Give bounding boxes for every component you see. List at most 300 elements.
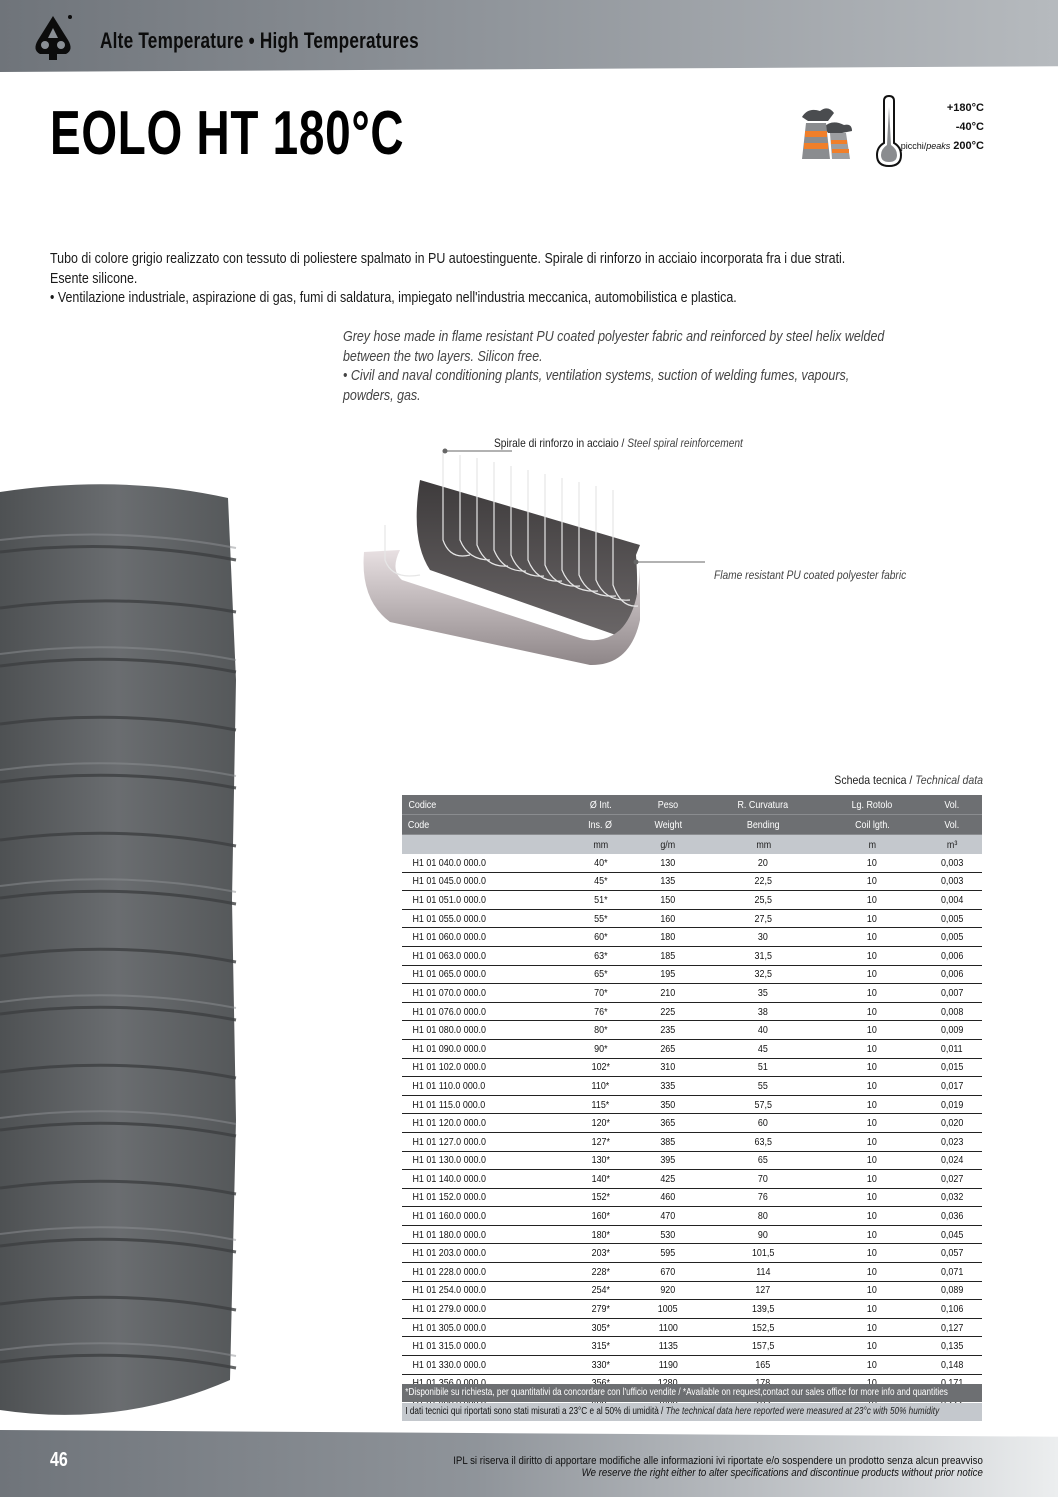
temp-max: +180°C bbox=[946, 102, 984, 114]
cell-text: H1 01 090.0 000.0 bbox=[412, 1042, 486, 1055]
table-cell bbox=[921, 1002, 982, 1021]
cell-text: H1 01 080.0 000.0 bbox=[412, 1024, 486, 1037]
table-cell bbox=[569, 1170, 633, 1189]
table-row bbox=[402, 946, 982, 965]
table-cell bbox=[704, 1114, 823, 1133]
table-cell bbox=[569, 1263, 633, 1282]
cell-text: 0,024 bbox=[940, 1154, 963, 1167]
table-cell bbox=[402, 854, 569, 872]
cell-text: 0,089 bbox=[940, 1284, 963, 1297]
table-cell bbox=[704, 1151, 823, 1170]
table-cell bbox=[823, 1132, 922, 1151]
table-cell bbox=[704, 1225, 823, 1244]
cell-text: 25,5 bbox=[754, 893, 772, 906]
cell-text: mm bbox=[592, 838, 608, 851]
table-cell bbox=[569, 965, 633, 984]
table-cell bbox=[704, 1039, 823, 1058]
cell-text: 22,5 bbox=[754, 875, 772, 888]
cell-text: 63,5 bbox=[754, 1135, 772, 1148]
cell-text: H1 01 120.0 000.0 bbox=[412, 1117, 486, 1130]
temp-min: -40°C bbox=[955, 121, 984, 133]
table-header-it bbox=[402, 795, 982, 815]
table-row bbox=[402, 854, 982, 872]
table-cell bbox=[569, 1002, 633, 1021]
cell-text: 127 bbox=[755, 1284, 771, 1297]
cell-text: 63* bbox=[593, 949, 608, 962]
spiral-label-it: Spirale di rinforzo in acciaio / bbox=[494, 436, 628, 450]
table-cell bbox=[402, 1207, 569, 1226]
table-cell bbox=[704, 984, 823, 1003]
cell-text: 40* bbox=[593, 856, 608, 869]
cell-text: H1 01 051.0 000.0 bbox=[412, 893, 486, 906]
table-cell bbox=[402, 1188, 569, 1207]
table-cell bbox=[921, 1095, 982, 1114]
cell-text: 0,006 bbox=[940, 949, 963, 962]
cell-text: 45* bbox=[593, 875, 608, 888]
table-cell bbox=[704, 965, 823, 984]
table-cell bbox=[569, 1356, 633, 1375]
table-cell bbox=[921, 909, 982, 928]
table-cell bbox=[569, 835, 633, 855]
table-cell bbox=[823, 909, 922, 928]
table-cell bbox=[632, 1356, 703, 1375]
table-cell bbox=[823, 1300, 922, 1319]
cell-text: 27,5 bbox=[754, 912, 772, 925]
table-cell bbox=[823, 1002, 922, 1021]
cell-text: 127* bbox=[591, 1135, 610, 1148]
temp-peaks bbox=[901, 137, 984, 156]
cell-text: H1 01 070.0 000.0 bbox=[412, 986, 486, 999]
table-cell bbox=[402, 1225, 569, 1244]
cell-text: Peso bbox=[657, 798, 679, 811]
table-cell bbox=[632, 1337, 703, 1356]
table-cell bbox=[921, 928, 982, 947]
cell-text: 1100 bbox=[658, 1321, 678, 1334]
cell-text: 10 bbox=[867, 1135, 878, 1148]
table-cell bbox=[632, 795, 703, 815]
table-cell bbox=[402, 965, 569, 984]
disclaimer bbox=[381, 1455, 983, 1479]
cell-text: 335 bbox=[660, 1079, 676, 1092]
description-it-line: • Ventilazione industriale, aspirazione di gas, fumi di saldatura, impiegato nell'industria meccanica, automobilistica e plastica. bbox=[50, 290, 737, 306]
table-row bbox=[402, 1170, 982, 1189]
table-cell bbox=[704, 1058, 823, 1077]
cell-text: 330* bbox=[591, 1358, 610, 1371]
hose-product-photo bbox=[0, 480, 240, 1440]
table-cell bbox=[569, 1039, 633, 1058]
cell-text: 0,023 bbox=[940, 1135, 963, 1148]
table-cell bbox=[704, 1281, 823, 1300]
cell-text: 0,003 bbox=[940, 856, 963, 869]
table-cell bbox=[632, 928, 703, 947]
table-row bbox=[402, 1132, 982, 1151]
table-cell bbox=[823, 1021, 922, 1040]
cell-text: 51 bbox=[758, 1061, 769, 1074]
cell-text: 40 bbox=[758, 1024, 769, 1037]
table-cell bbox=[704, 946, 823, 965]
cell-text: 10 bbox=[867, 1321, 878, 1334]
peaks-value: 200°C bbox=[953, 140, 984, 152]
table-cell bbox=[402, 1039, 569, 1058]
table-cell bbox=[569, 1095, 633, 1114]
table-row bbox=[402, 1077, 982, 1096]
table-cell bbox=[402, 1356, 569, 1375]
cell-text: 279* bbox=[591, 1303, 610, 1316]
table-cell bbox=[569, 1318, 633, 1337]
cell-text: 10 bbox=[867, 1358, 878, 1371]
table-cell bbox=[823, 1337, 922, 1356]
table-cell bbox=[921, 1263, 982, 1282]
table-cell bbox=[632, 1151, 703, 1170]
cell-text: 10 bbox=[867, 893, 878, 906]
table-cell bbox=[569, 1058, 633, 1077]
cell-text: 60* bbox=[593, 931, 608, 944]
measurement-note bbox=[402, 1403, 982, 1421]
table-cell bbox=[704, 1263, 823, 1282]
table-cell bbox=[704, 795, 823, 815]
cell-text: 10 bbox=[867, 949, 878, 962]
table-row bbox=[402, 872, 982, 891]
cell-text: mm bbox=[755, 838, 771, 851]
cell-text: 0,032 bbox=[940, 1191, 963, 1204]
cell-text: 110* bbox=[591, 1079, 610, 1092]
table-cell bbox=[632, 965, 703, 984]
measurement-note-en: The technical data here reported were measured at 23°c with 50% humidity bbox=[665, 1406, 940, 1417]
cell-text: H1 01 152.0 000.0 bbox=[412, 1191, 486, 1204]
cell-text: 51* bbox=[593, 893, 608, 906]
table-row bbox=[402, 1002, 982, 1021]
table-cell bbox=[569, 1225, 633, 1244]
table-cell bbox=[704, 1170, 823, 1189]
cell-text: 315* bbox=[591, 1340, 610, 1353]
cell-text: 1190 bbox=[658, 1358, 678, 1371]
table-cell bbox=[921, 1114, 982, 1133]
cell-text: 10 bbox=[867, 968, 878, 981]
table-cell bbox=[704, 815, 823, 835]
peaks-label-en: peaks bbox=[926, 141, 951, 151]
cell-text: 76 bbox=[758, 1191, 769, 1204]
cell-text: 0,135 bbox=[940, 1340, 963, 1353]
cell-text: 180 bbox=[660, 931, 676, 944]
table-cell bbox=[704, 1132, 823, 1151]
cell-text: 65* bbox=[593, 968, 608, 981]
table-cell bbox=[402, 1095, 569, 1114]
cell-text: 0,015 bbox=[940, 1061, 963, 1074]
cell-text: 0,036 bbox=[940, 1210, 963, 1223]
table-cell bbox=[402, 1170, 569, 1189]
cell-text: 101,5 bbox=[752, 1247, 775, 1260]
cell-text: 120* bbox=[591, 1117, 610, 1130]
cell-text: 80* bbox=[593, 1024, 608, 1037]
table-cell bbox=[704, 1207, 823, 1226]
table-cell bbox=[569, 984, 633, 1003]
table-header-en bbox=[402, 815, 982, 835]
cell-text: g/m bbox=[660, 838, 676, 851]
table-cell bbox=[921, 1318, 982, 1337]
cell-text: 10 bbox=[867, 1340, 878, 1353]
cell-text: 55* bbox=[593, 912, 608, 925]
cell-text: H1 01 315.0 000.0 bbox=[412, 1340, 486, 1353]
table-cell bbox=[921, 1225, 982, 1244]
cell-text: 150 bbox=[660, 893, 676, 906]
cell-text: 45 bbox=[758, 1042, 769, 1055]
table-cell bbox=[569, 815, 633, 835]
disclaimer-it: IPL si riserva il diritto di apportare modifiche alle informazioni ivi riportate e/o sospendere un prodotto senza alcun preavviso bbox=[453, 1455, 983, 1467]
cell-text: 395 bbox=[660, 1154, 676, 1167]
table-row bbox=[402, 1225, 982, 1244]
cell-text: 530 bbox=[660, 1228, 676, 1241]
table-cell bbox=[632, 854, 703, 872]
cell-text: 10 bbox=[867, 1061, 878, 1074]
cell-text: 130* bbox=[591, 1154, 610, 1167]
table-cell bbox=[823, 1039, 922, 1058]
table-row bbox=[402, 909, 982, 928]
table-cell bbox=[402, 1021, 569, 1040]
table-cell bbox=[402, 1151, 569, 1170]
table-cell bbox=[704, 854, 823, 872]
table-row bbox=[402, 928, 982, 947]
cell-text: 305* bbox=[591, 1321, 610, 1334]
table-cell bbox=[921, 1132, 982, 1151]
table-cell bbox=[704, 872, 823, 891]
cell-text: Vol. bbox=[944, 818, 960, 831]
cell-text: H1 01 330.0 000.0 bbox=[412, 1358, 486, 1371]
table-cell bbox=[823, 795, 922, 815]
table-cell bbox=[632, 1077, 703, 1096]
table-cell bbox=[704, 891, 823, 910]
temperature-panel bbox=[790, 95, 990, 170]
table-cell bbox=[632, 984, 703, 1003]
caption-en: Technical data bbox=[915, 773, 983, 787]
table-cell bbox=[823, 1114, 922, 1133]
cell-text: 31,5 bbox=[754, 949, 772, 962]
table-cell bbox=[569, 1207, 633, 1226]
table-cell bbox=[632, 909, 703, 928]
peaks-label-it: picchi/ bbox=[900, 141, 927, 151]
cell-text: 10 bbox=[867, 1284, 878, 1297]
table-cell bbox=[823, 1281, 922, 1300]
table-cell bbox=[921, 1356, 982, 1375]
cell-text: 140* bbox=[591, 1172, 610, 1185]
table-cell bbox=[632, 1244, 703, 1263]
cell-text: 65 bbox=[758, 1154, 769, 1167]
cell-text: Weight bbox=[654, 818, 682, 831]
cell-text: 350 bbox=[660, 1098, 676, 1111]
cell-text: 165 bbox=[755, 1358, 771, 1371]
cell-text: 135 bbox=[660, 875, 676, 888]
table-cell bbox=[823, 872, 922, 891]
table-cell bbox=[823, 965, 922, 984]
table-cell bbox=[823, 1225, 922, 1244]
table-cell bbox=[921, 872, 982, 891]
table-cell bbox=[402, 835, 569, 855]
table-cell bbox=[921, 1039, 982, 1058]
availability-note-text: *Disponibile su richiesta, per quantitativi da concordare con l'ufficio vendite / *Available on request,contact our sales office for more info and quantities bbox=[405, 1387, 948, 1398]
table-cell bbox=[632, 815, 703, 835]
table-cell bbox=[402, 1244, 569, 1263]
cell-text: 10 bbox=[867, 1210, 878, 1223]
cell-text: 0,006 bbox=[940, 968, 963, 981]
table-cell bbox=[402, 909, 569, 928]
cell-text: 10 bbox=[867, 1265, 878, 1278]
cell-text: 10 bbox=[867, 912, 878, 925]
temperature-values bbox=[901, 99, 984, 156]
cell-text: 10 bbox=[867, 1005, 878, 1018]
table-cell bbox=[921, 984, 982, 1003]
cell-text: 0,011 bbox=[940, 1042, 963, 1055]
cell-text: 0,017 bbox=[940, 1079, 963, 1092]
description-en-line: • Civil and naval conditioning plants, ventilation systems, suction of welding fumes, vapours, bbox=[343, 368, 850, 384]
table-cell bbox=[569, 872, 633, 891]
table-cell bbox=[921, 1077, 982, 1096]
cell-text: 114 bbox=[756, 1265, 771, 1278]
cell-text: Bending bbox=[746, 818, 780, 831]
cell-text: H1 01 115.0 000.0 bbox=[412, 1098, 486, 1111]
table-cell bbox=[569, 1244, 633, 1263]
cell-text: 10 bbox=[867, 1024, 878, 1037]
table-row bbox=[402, 1188, 982, 1207]
table-cell bbox=[921, 1244, 982, 1263]
disclaimer-en: We reserve the right either to alter specifications and discontinue products without prior notice bbox=[581, 1467, 983, 1479]
ipl-logo-icon bbox=[30, 14, 76, 60]
table-cell bbox=[921, 815, 982, 835]
cell-text: 0,004 bbox=[940, 893, 963, 906]
table-cell bbox=[632, 1300, 703, 1319]
cell-text: 10 bbox=[867, 1172, 878, 1185]
table-cell bbox=[569, 946, 633, 965]
table-cell bbox=[569, 1151, 633, 1170]
table-cell bbox=[569, 1021, 633, 1040]
cell-text: 0,009 bbox=[940, 1024, 963, 1037]
cell-text: 310 bbox=[660, 1061, 676, 1074]
table-cell bbox=[569, 891, 633, 910]
table-cell bbox=[823, 946, 922, 965]
cell-text: 203* bbox=[591, 1247, 610, 1260]
table-cell bbox=[402, 1281, 569, 1300]
table-cell bbox=[402, 1300, 569, 1319]
cell-text: 185 bbox=[660, 949, 676, 962]
table-cell bbox=[921, 1281, 982, 1300]
table-cell bbox=[921, 854, 982, 872]
cell-text: H1 01 305.0 000.0 bbox=[412, 1321, 486, 1334]
table-cell bbox=[402, 984, 569, 1003]
cell-text: 595 bbox=[660, 1247, 676, 1260]
measurement-note-it: I dati tecnici qui riportati sono stati misurati a 23°C e al 50% di umidità / bbox=[405, 1406, 666, 1417]
table-cell bbox=[921, 1021, 982, 1040]
table-cell bbox=[921, 835, 982, 855]
cell-text: 365 bbox=[660, 1117, 676, 1130]
cell-text: 55 bbox=[758, 1079, 769, 1092]
cell-text: 0,019 bbox=[940, 1098, 963, 1111]
cell-text: 10 bbox=[867, 1042, 878, 1055]
table-row bbox=[402, 1318, 982, 1337]
table-cell bbox=[569, 1337, 633, 1356]
table-cell bbox=[704, 1300, 823, 1319]
table-cell bbox=[632, 1170, 703, 1189]
table-cell bbox=[704, 1188, 823, 1207]
cell-text: 90* bbox=[593, 1042, 608, 1055]
cell-text: 10 bbox=[867, 1191, 878, 1204]
table-row bbox=[402, 1095, 982, 1114]
description-it-line: Esente silicone. bbox=[50, 270, 138, 287]
table-cell bbox=[569, 909, 633, 928]
cell-text: Coil lgth. bbox=[854, 818, 890, 831]
table-cell bbox=[632, 1281, 703, 1300]
cell-text: 35 bbox=[758, 986, 769, 999]
table-cell bbox=[823, 835, 922, 855]
table-cell bbox=[823, 1151, 922, 1170]
table-cell bbox=[823, 891, 922, 910]
description-italian bbox=[50, 250, 979, 309]
table-cell bbox=[921, 891, 982, 910]
cell-text: H1 01 203.0 000.0 bbox=[412, 1247, 486, 1260]
table-cell bbox=[704, 928, 823, 947]
table-cell bbox=[402, 1132, 569, 1151]
table-cell bbox=[402, 1318, 569, 1337]
description-en-line: powders, gas. bbox=[343, 387, 421, 404]
table-cell bbox=[823, 984, 922, 1003]
table-cell bbox=[632, 891, 703, 910]
cell-text: H1 01 130.0 000.0 bbox=[412, 1154, 486, 1167]
table-cell bbox=[921, 1188, 982, 1207]
table-cell bbox=[402, 872, 569, 891]
table-cell bbox=[632, 1095, 703, 1114]
table-row bbox=[402, 965, 982, 984]
cell-text: 195 bbox=[660, 968, 676, 981]
cell-text: 0,057 bbox=[940, 1247, 963, 1260]
table-cell bbox=[569, 928, 633, 947]
table-cell bbox=[823, 1207, 922, 1226]
cell-text: 115* bbox=[591, 1098, 610, 1111]
table-cell bbox=[823, 815, 922, 835]
description-english bbox=[343, 328, 962, 406]
table-cell bbox=[402, 1114, 569, 1133]
table-cell bbox=[632, 1207, 703, 1226]
cell-text: 70* bbox=[593, 986, 608, 999]
table-cell bbox=[704, 1337, 823, 1356]
cell-text: H1 01 102.0 000.0 bbox=[412, 1061, 486, 1074]
table-cell bbox=[569, 1300, 633, 1319]
cell-text: 30 bbox=[758, 931, 769, 944]
product-title: EOLO HT 180°C bbox=[50, 99, 405, 168]
spiral-label bbox=[494, 436, 743, 450]
table-cell bbox=[921, 795, 982, 815]
cell-text: 152,5 bbox=[752, 1321, 775, 1334]
table-cell bbox=[402, 891, 569, 910]
cell-text: 139,5 bbox=[752, 1303, 775, 1316]
table-cell bbox=[632, 1318, 703, 1337]
table-cell bbox=[632, 1263, 703, 1282]
cell-text: 10 bbox=[867, 1303, 878, 1316]
cell-text: 425 bbox=[660, 1172, 676, 1185]
cell-text: H1 01 045.0 000.0 bbox=[412, 875, 486, 888]
table-row bbox=[402, 1300, 982, 1319]
table-cell bbox=[632, 1114, 703, 1133]
table-row bbox=[402, 1281, 982, 1300]
table-cell bbox=[823, 1077, 922, 1096]
table-cell bbox=[402, 795, 569, 815]
table-cell bbox=[632, 1021, 703, 1040]
cell-text: 10 bbox=[867, 1228, 878, 1241]
cell-text: 10 bbox=[867, 1117, 878, 1130]
table-row bbox=[402, 1114, 982, 1133]
cell-text: 0,005 bbox=[940, 912, 963, 925]
cell-text: 0,007 bbox=[940, 986, 963, 999]
table-cell bbox=[823, 1170, 922, 1189]
table-cell bbox=[402, 1263, 569, 1282]
hose-cutaway-diagram bbox=[340, 430, 940, 670]
cell-text: 0,020 bbox=[940, 1117, 963, 1130]
